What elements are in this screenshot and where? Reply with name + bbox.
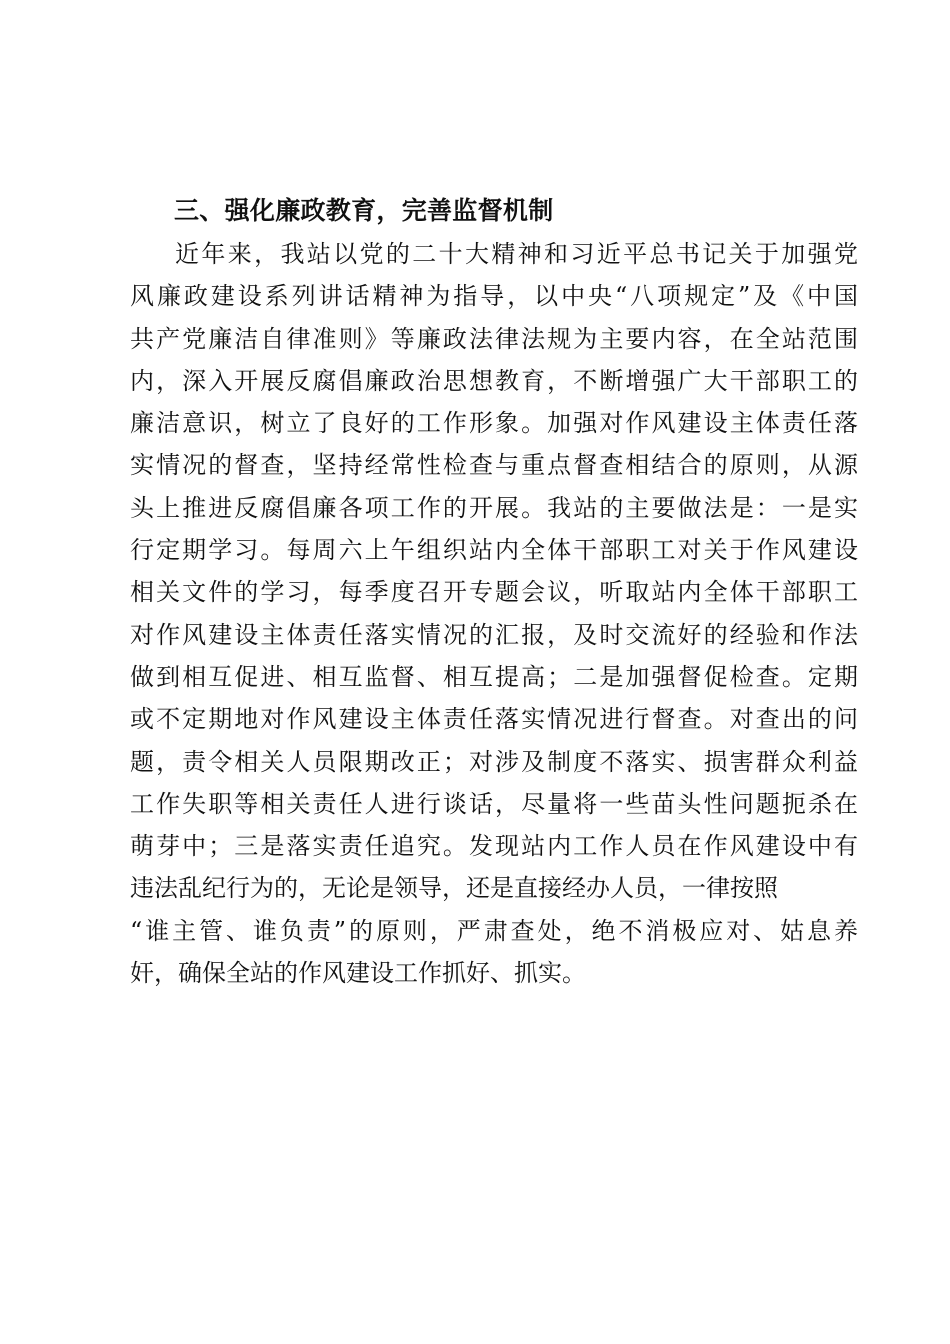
- paragraph-line: 行定期学习。每周六上午组织站内全体干部职工对关于作风建设: [130, 536, 858, 565]
- paragraph-line: 近年来，我站以党的二十大精神和习近平总书记关于加强党: [175, 240, 858, 268]
- paragraph-line: 奸，确保全站的作风建设工作抓好、抓实。: [130, 959, 586, 988]
- paragraph-line: 共产党廉洁自律准则》等廉政法律法规为主要内容，在全站范围: [130, 324, 858, 353]
- paragraph-line: 工作失职等相关责任人进行谈话，尽量将一些苗头性问题扼杀在: [130, 789, 858, 818]
- paragraph-line: 廉洁意识，树立了良好的工作形象。加强对作风建设主体责任落: [130, 409, 858, 438]
- paragraph-line: 对作风建设主体责任落实情况的汇报，及时交流好的经验和作法: [130, 620, 858, 649]
- body-paragraph: [130, 233, 870, 994]
- paragraph-line: 违法乱纪行为的，无论是领导，还是直接经办人员，一律按照: [130, 874, 778, 903]
- paragraph-line: 做到相互促进、相互监督、相互提高；二是加强督促检查。定期: [130, 662, 858, 691]
- paragraph-line: “谁主管、谁负责”的原则，严肃查处，绝不消极应对、姑息养: [130, 916, 858, 945]
- paragraph-line: 头上推进反腐倡廉各项工作的开展。我站的主要做法是：一是实: [130, 493, 858, 522]
- paragraph-line: 实情况的督查，坚持经常性检查与重点督查相结合的原则，从源: [130, 451, 858, 480]
- paragraph-line: 萌芽中；三是落实责任追究。发现站内工作人员在作风建设中有: [130, 832, 858, 861]
- paragraph-line: 相关文件的学习，每季度召开专题会议，听取站内全体干部职工: [130, 578, 858, 607]
- section-heading: 三、强化廉政教育，完善监督机制: [174, 196, 554, 225]
- paragraph-line: 题，责令相关人员限期改正；对涉及制度不落实、损害群众利益: [130, 747, 858, 776]
- paragraph-line: 或不定期地对作风建设主体责任落实情况进行督查。对查出的问: [130, 705, 858, 734]
- paragraph-line: 风廉政建设系列讲话精神为指导，以中央“八项规定”及《中国: [130, 282, 858, 311]
- paragraph-line: 内，深入开展反腐倡廉政治思想教育，不断增强广大干部职工的: [130, 366, 858, 395]
